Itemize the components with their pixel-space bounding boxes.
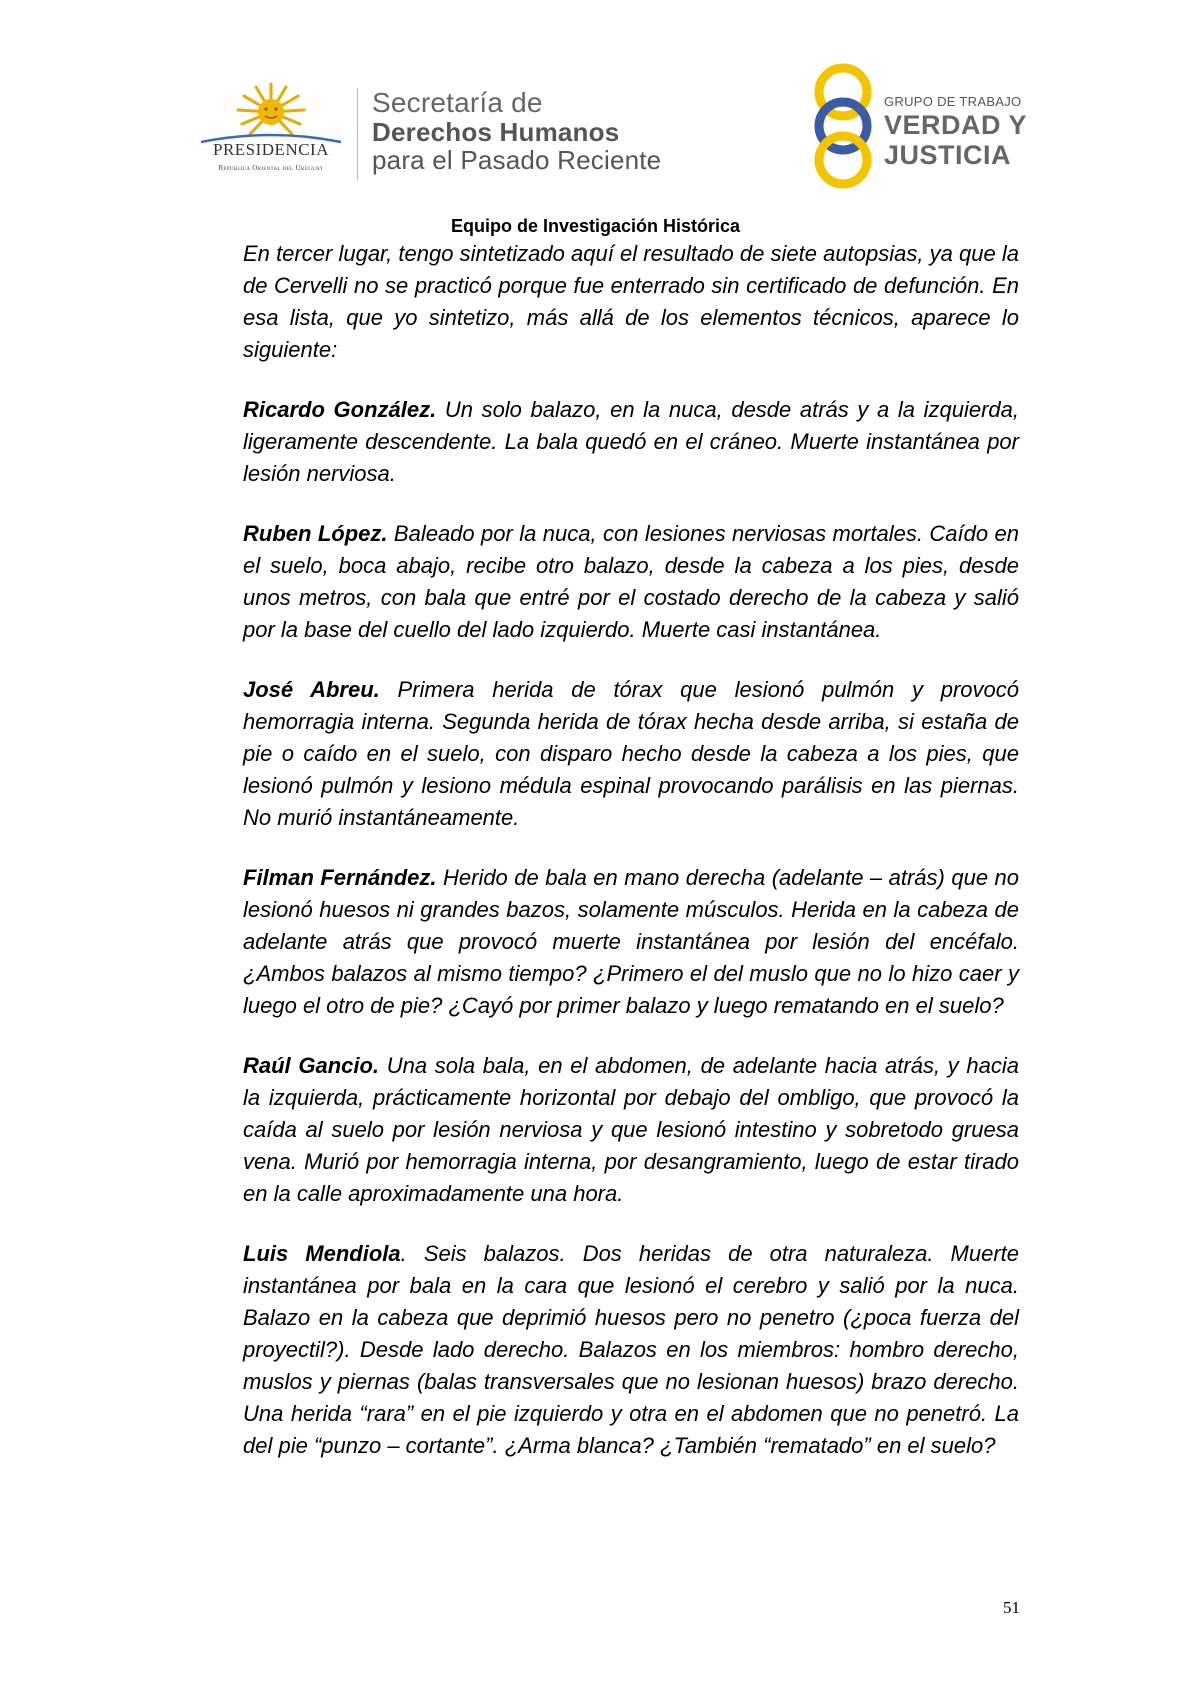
paragraph-text: . Seis balazos. Dos heridas de otra naturaleza. Muerte instantánea por bala en la cara que lesionó el cerebro y salió por la nuca. Balazo en la cabeza que deprimió huesos pero no penetro (¿poca fuerza del proyectil?). Desde lado derecho. Balazos en los miembros: hombro derecho, muslos y piernas (balas transversales que no lesionan huesos) brazo derecho. Una herida “rara” en el pie izquierdo y otra en el abdomen que no penetró. La del pie “punzo – cortante”. ¿Arma blanca? ¿También “rematado” en el suelo? xyxy=(243,1241,1019,1458)
paragraph xyxy=(243,674,1019,834)
paragraph xyxy=(243,238,1019,366)
person-name: José Abreu. xyxy=(243,677,380,702)
secretaria-line2: Derechos Humanos xyxy=(372,117,620,147)
secretaria-logo xyxy=(372,88,661,174)
person-name: Filman Fernández. xyxy=(243,865,437,890)
gtvj-small-label: GRUPO DE TRABAJO xyxy=(884,94,1022,109)
paragraph xyxy=(243,518,1019,646)
team-heading: Equipo de Investigación Histórica xyxy=(450,216,741,236)
gtvj-title-line1: VERDAD Y xyxy=(884,110,1028,140)
verdad-justicia-logo xyxy=(808,62,1038,192)
presidencia-name: PRESIDENCIA xyxy=(212,140,329,159)
secretaria-line1: Secretaría de xyxy=(372,87,543,118)
paragraph-text: Una sola bala, en el abdomen, de adelante hacia atrás, y hacia la izquierda, prácticamente horizontal por debajo del ombligo, que provocó la caída al suelo por lesión nerviosa y que lesionó intestino y sobretodo gruesa vena. Murió por hemorragia interna, por desangramiento, luego de estar tirado en la calle aproximadamente una hora. xyxy=(243,1053,1019,1206)
paragraph xyxy=(243,862,1019,1022)
paragraph-text: En tercer lugar, tengo sintetizado aquí el resultado de siete autopsias, ya que la de Cervelli no se practicó porque fue enterrado sin certificado de defunción. En esa lista, que yo sintetizo, más allá de los elementos técnicos, aparece lo siguiente: xyxy=(243,241,1019,362)
presidencia-subtitle: República Oriental del Uruguay xyxy=(218,164,324,172)
person-name: Ricardo González. xyxy=(243,397,437,422)
secretaria-line3: para el Pasado Reciente xyxy=(372,145,662,175)
gtvj-title-line2: JUSTICIA xyxy=(884,140,1012,170)
paragraph xyxy=(243,394,1019,490)
page-number: 51 xyxy=(1003,1598,1020,1617)
paragraph-text: Baleado por la nuca, con lesiones nerviosas mortales. Caído en el suelo, boca abajo, recibe otro balazo, desde la cabeza a los pies, desde unos metros, con bala que entré por el costado derecho de la cabeza y salió por la base del cuello del lado izquierdo. Muerte casi instantánea. xyxy=(243,521,1020,642)
presidencia-logo xyxy=(196,82,346,192)
paragraph-text: Primera herida de tórax que lesionó pulmón y provocó hemorragia interna. Segunda herida de tórax hecha desde arriba, si estaña de pie o caído en el suelo, con disparo hecho desde la cabeza a los pies, que lesionó pulmón y lesiono médula espinal provocando parálisis en las piernas. No murió instantáneamente. xyxy=(243,677,1019,830)
person-name: Raúl Gancio. xyxy=(243,1053,380,1078)
paragraph-text: Un solo balazo, en la nuca, desde atrás y a la izquierda, ligeramente descendente. La bala quedó en el cráneo. Muerte instantánea por lesión nerviosa. xyxy=(243,397,1019,486)
page-header xyxy=(0,0,1191,215)
paragraph xyxy=(243,1238,1019,1462)
linked-rings-icon xyxy=(808,62,878,190)
paragraph-text: Herido de bala en mano derecha (adelante – atrás) que no lesionó huesos ni grandes bazos, solamente músculos. Herida en la cabeza de adelante atrás que provocó muerte instantánea por lesión del encéfalo. ¿Ambos balazos al mismo tiempo? ¿Primero el del muslo que no lo hizo caer y luego el otro de pie? ¿Cayó por primer balazo y luego rematando en el suelo? xyxy=(243,865,1019,1018)
person-name: Luis Mendiola xyxy=(243,1241,401,1266)
paragraph xyxy=(243,1050,1019,1210)
header-divider xyxy=(357,88,358,180)
person-name: Ruben López. xyxy=(243,521,388,546)
document-body xyxy=(243,238,1019,1490)
